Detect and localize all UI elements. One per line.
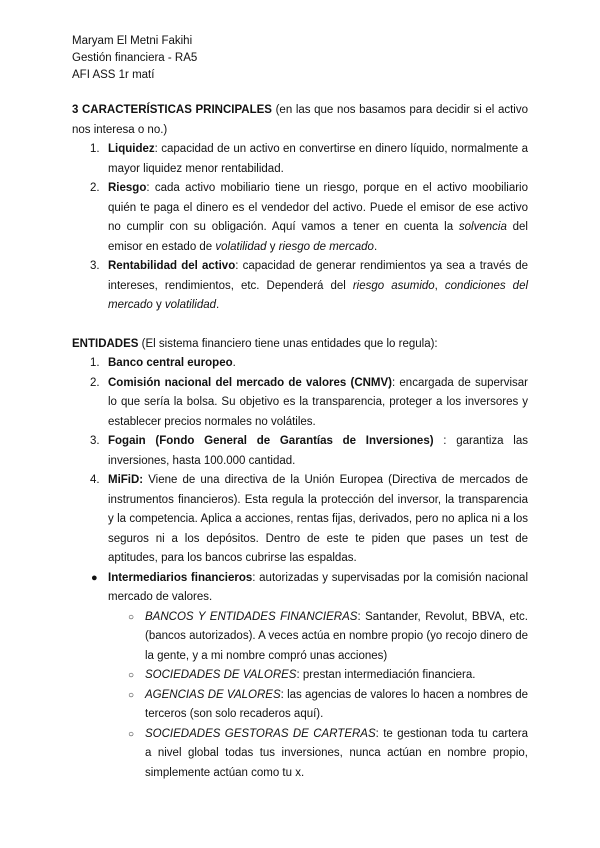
document-header [72, 33, 528, 84]
item-text: . [232, 357, 236, 369]
list-item [72, 569, 528, 784]
list-item [72, 179, 528, 257]
item-emphasis: volatilidad [164, 299, 217, 311]
characteristics-title: 3 CARACTERÍSTICAS PRINCIPALES [72, 104, 272, 116]
item-emphasis: riesgo de mercado [278, 240, 374, 253]
characteristics-list [72, 140, 528, 316]
circle-bullet-icon: ○ [128, 728, 135, 740]
sub-list-item [72, 725, 528, 784]
item-emphasis: condiciones del mercado [108, 279, 529, 311]
circle-bullet-icon: ○ [128, 670, 135, 681]
sub-item-text: : prestan intermediación financiera. [296, 669, 476, 681]
entities-heading [72, 335, 528, 355]
intermediaries-sublist [108, 608, 528, 784]
item-text: : capacidad de generar rendimientos ya sea a través de intereses, rendimientos, etc. Dependerá del [108, 260, 528, 292]
item-term: Intermediarios financieros [108, 571, 253, 584]
characteristics-heading [72, 101, 528, 140]
item-text: , [434, 279, 445, 292]
item-emphasis: riesgo asumido [352, 279, 435, 292]
sub-item-term: SOCIEDADES DE VALORES [145, 669, 297, 681]
item-text: y [152, 299, 165, 311]
item-term: Comisión nacional del mercado de valores (CNMV) [108, 376, 393, 389]
characteristics-intro: (en las que nos basamos para decidir si el activo nos interesa o no.) [72, 104, 529, 136]
item-text: . [216, 299, 220, 311]
item-number: 4. [90, 474, 100, 486]
subject-line: Gestión financiera - RA5 [72, 52, 198, 64]
item-emphasis: solvencia [458, 221, 507, 233]
author-name: Maryam El Metni Fakihi [72, 35, 193, 47]
item-number: 3. [90, 260, 100, 272]
course-line: AFI ASS 1r matí [72, 69, 155, 81]
item-text: y [266, 240, 279, 253]
item-text: del emisor en estado de [108, 221, 528, 253]
sub-list-item [72, 608, 528, 667]
item-text: : cada activo mobiliario tiene un riesgo, porque en el activo moobiliario quién te paga el dinero es el vendedor del activo. Puede el emisor de ese activo no cumplir con su obligación. Aquí vamos a tener en cuenta la [108, 182, 528, 233]
item-number: 1. [90, 143, 100, 155]
bullet-icon: ● [91, 571, 98, 584]
item-number: 2. [90, 182, 100, 194]
item-text: : capacidad de un activo en convertirse en dinero líquido, normalmente a mayor liquidez menor rentabilidad. [108, 143, 528, 175]
sub-item-text: : te gestionan toda tu cartera a nivel global todas tus inversiones, nunca actúan en nombre propio, simplemente actúan como tu x. [145, 727, 529, 779]
list-item [72, 140, 528, 179]
spacer [72, 316, 528, 335]
sub-item-term: SOCIEDADES GESTORAS DE CARTERAS [145, 727, 376, 740]
sub-item-term: BANCOS Y ENTIDADES FINANCIERAS [145, 610, 358, 623]
entities-list [72, 354, 528, 569]
circle-bullet-icon: ○ [128, 689, 135, 701]
sub-item-text: : Santander, Revolut, BBVA, etc. (bancos autorizados). A veces actúa en nombre propio (yo recojo dinero de la gente, y a mi nombre compró unas acciones) [145, 610, 528, 662]
item-term: Rentabilidad del activo [108, 260, 236, 272]
item-text: : garantiza las inversiones, hasta 100.000 cantidad. [108, 435, 528, 467]
item-text: Viene de una directiva de la Unión Europea (Directiva de mercados de instrumentos financieros). Esta regula la protección del inversor, la transparencia y la competencia. Aplica a acciones, rentas fijas, derivados, pero no aplica ni a los seguros ni a los depósitos. Dentro de este te piden que pases un test de aptitudes, para los bancos cubrirse las espaldas. [108, 474, 528, 564]
entities-intro: (El sistema financiero tiene unas entidades que lo regula): [138, 337, 438, 350]
list-item [72, 471, 528, 569]
entities-title: ENTIDADES [72, 337, 139, 350]
sub-item-text: : las agencias de valores lo hacen a nombres de terceros (son solo recaderos aquí). [145, 688, 528, 720]
item-text: . [373, 240, 378, 253]
item-number: 3. [90, 435, 100, 447]
item-term: Banco central europeo [108, 357, 233, 369]
list-item [72, 432, 528, 471]
circle-bullet-icon: ○ [128, 611, 135, 623]
list-item [72, 354, 528, 374]
sub-item-term: AGENCIAS DE VALORES [145, 688, 281, 701]
item-term: Liquidez [108, 143, 155, 155]
list-item [72, 374, 528, 433]
item-number: 2. [90, 376, 100, 389]
list-item [72, 257, 528, 316]
item-term: MiFiD: [108, 474, 144, 486]
item-number: 1. [90, 357, 100, 369]
item-emphasis: volatilidad [215, 240, 267, 253]
intermediaries-list [72, 569, 528, 784]
item-text: : autorizadas y supervisadas por la comisión nacional mercado de valores. [108, 571, 528, 603]
sub-list-item [72, 666, 528, 686]
sub-list-item [72, 686, 528, 725]
item-term: Riesgo [108, 182, 147, 194]
item-term: Fogain (Fondo General de Garantías de Inversiones) [108, 435, 434, 447]
item-text: : encargada de supervisar lo que sería la bolsa. Su objetivo es la transparencia, proteger a los inversores y establecer precios normales no volátiles. [108, 376, 529, 428]
